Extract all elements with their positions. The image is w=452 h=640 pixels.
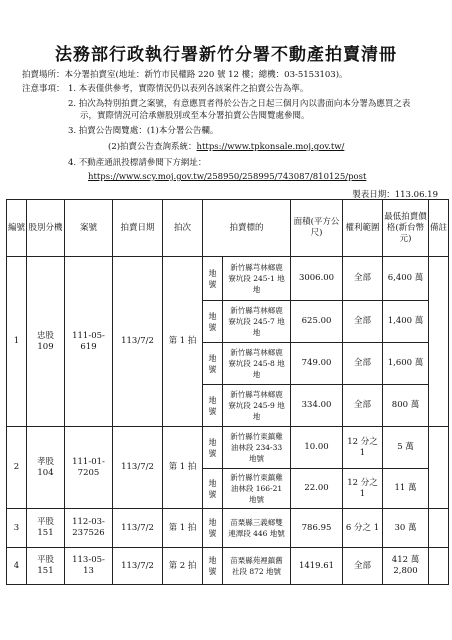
note-1: 1. 本表僅供參考，實際情況仍以表列各該案件之拍賣公告為準。	[68, 84, 309, 94]
note-3: 3. 拍賣公告閱覽處：(1)本分署公告欄。	[68, 126, 219, 136]
bidding-link[interactable]: https://www.scy.moj.gov.tw/258950/258995/743087/810125/post	[88, 172, 367, 182]
auction-venue: 拍賣場所：本分署拍賣室(地址：新竹市民權路 220 號 12 樓；總機：03-5153103)。	[22, 70, 348, 80]
row-unit: 平股 151	[27, 509, 65, 548]
item-right: 全部	[343, 257, 383, 301]
row-remark	[429, 548, 449, 585]
row-case: 112-03- 237526	[65, 509, 113, 548]
item-description: 新竹縣竹東鎮雞 油林段 166-21 地號	[223, 469, 291, 509]
row-remark	[429, 509, 449, 548]
table-date: 製表日期：113.06.19	[352, 190, 438, 200]
item-right: 全部	[343, 343, 383, 385]
item-area: 1419.61	[291, 548, 343, 585]
item-area: 10.00	[291, 427, 343, 469]
item-price: 6,400 萬	[383, 257, 429, 301]
item-price: 5 萬	[383, 427, 429, 469]
item-type: 地 號	[203, 427, 223, 469]
item-right: 全部	[343, 548, 383, 585]
col-right: 權利範圍	[343, 200, 383, 257]
row-date: 113/7/2	[113, 257, 163, 427]
item-area: 749.00	[291, 343, 343, 385]
row-date: 113/7/2	[113, 509, 163, 548]
item-area: 334.00	[291, 385, 343, 427]
col-item: 拍賣標的	[203, 200, 291, 257]
item-type: 地 號	[203, 343, 223, 385]
item-right: 全部	[343, 385, 383, 427]
row-case: 113-05- 13	[65, 548, 113, 585]
item-area: 625.00	[291, 301, 343, 343]
item-price: 11 萬	[383, 469, 429, 509]
item-description: 新竹縣芎林鄉鹿 寮坑段 245-1 地 地	[223, 257, 291, 301]
note-2a: 2. 拍次為特別拍賣之案號，有意應買者得於公告之日起三個月內以書面向本分署為應買之表	[68, 99, 411, 109]
item-right: 6 分之 1	[343, 509, 383, 548]
note-4: 4. 不動產通訊投標請參閱下方網址：	[68, 158, 207, 168]
note-2b: 示，實際情況可洽承辦股別或至本分署拍賣公告閱覽處參閱。	[80, 111, 310, 121]
item-price: 1,600 萬	[383, 343, 429, 385]
item-price: 800 萬	[383, 385, 429, 427]
item-price: 1,400 萬	[383, 301, 429, 343]
table-row	[7, 427, 449, 469]
col-area: 面積(平方公尺)	[291, 200, 343, 257]
item-type: 地 號	[203, 257, 223, 301]
table-header-row	[7, 200, 449, 257]
notes-label: 注意事項：	[22, 84, 65, 94]
tpkonsale-link[interactable]: https://www.tpkonsale.moj.gov.tw/	[196, 142, 345, 152]
row-unit: 忠股 109	[27, 257, 65, 427]
row-no: 4	[7, 548, 27, 585]
item-type: 地 號	[203, 385, 223, 427]
table-body	[7, 257, 449, 585]
document-title: 法務部行政執行署新竹分署不動產拍賣清冊	[55, 45, 397, 65]
row-round: 第 1 拍	[163, 257, 203, 427]
row-no: 1	[7, 257, 27, 427]
row-unit: 平股 151	[27, 548, 65, 585]
item-type: 地 號	[203, 301, 223, 343]
col-case: 案號	[65, 200, 113, 257]
item-description: 新竹縣竹東鎮雞 油林段 234-33 地號	[223, 427, 291, 469]
row-unit: 孝股 104	[27, 427, 65, 509]
item-description: 新竹縣芎林鄉鹿 寮坑段 245-9 地 地	[223, 385, 291, 427]
row-case: 111-05- 619	[65, 257, 113, 427]
row-date: 113/7/2	[113, 548, 163, 585]
col-no: 編號	[7, 200, 27, 257]
item-description: 苗栗縣苑裡鎮舊 社段 872 地號	[223, 548, 291, 585]
row-case: 111-01- 7205	[65, 427, 113, 509]
note-3b	[108, 142, 344, 153]
note-3b-prefix: (2)拍賣公告查詢系統：	[108, 142, 197, 152]
item-area: 786.95	[291, 509, 343, 548]
row-date: 113/7/2	[113, 427, 163, 509]
item-description: 苗栗縣三義鄉雙 連潭段 446 地號	[223, 509, 291, 548]
item-right: 12 分之 1	[343, 469, 383, 509]
item-description: 新竹縣芎林鄉鹿 寮坑段 245-8 地 地	[223, 343, 291, 385]
item-type: 地 號	[203, 509, 223, 548]
row-remark	[429, 257, 449, 427]
table-row	[7, 509, 449, 548]
item-price: 412 萬 2,800	[383, 548, 429, 585]
row-round: 第 1 拍	[163, 427, 203, 509]
item-price: 30 萬	[383, 509, 429, 548]
row-no: 2	[7, 427, 27, 509]
table-row	[7, 257, 449, 301]
auction-table	[6, 199, 449, 585]
col-unit: 股別分機	[27, 200, 65, 257]
col-date: 拍賣日期	[113, 200, 163, 257]
col-round: 拍次	[163, 200, 203, 257]
item-right: 12 分之 1	[343, 427, 383, 469]
row-remark	[429, 427, 449, 509]
row-round: 第 2 拍	[163, 548, 203, 585]
row-no: 3	[7, 509, 27, 548]
item-area: 3006.00	[291, 257, 343, 301]
item-area: 22.00	[291, 469, 343, 509]
col-remark: 備註	[429, 200, 449, 257]
item-description: 新竹縣芎林鄉鹿 寮坑段 245-7 地 地	[223, 301, 291, 343]
row-round: 第 1 拍	[163, 509, 203, 548]
col-price: 最低拍賣價格(新台幣元)	[383, 200, 429, 257]
item-type: 地 號	[203, 469, 223, 509]
item-right: 全部	[343, 301, 383, 343]
item-type: 地 號	[203, 548, 223, 585]
table-row	[7, 548, 449, 585]
